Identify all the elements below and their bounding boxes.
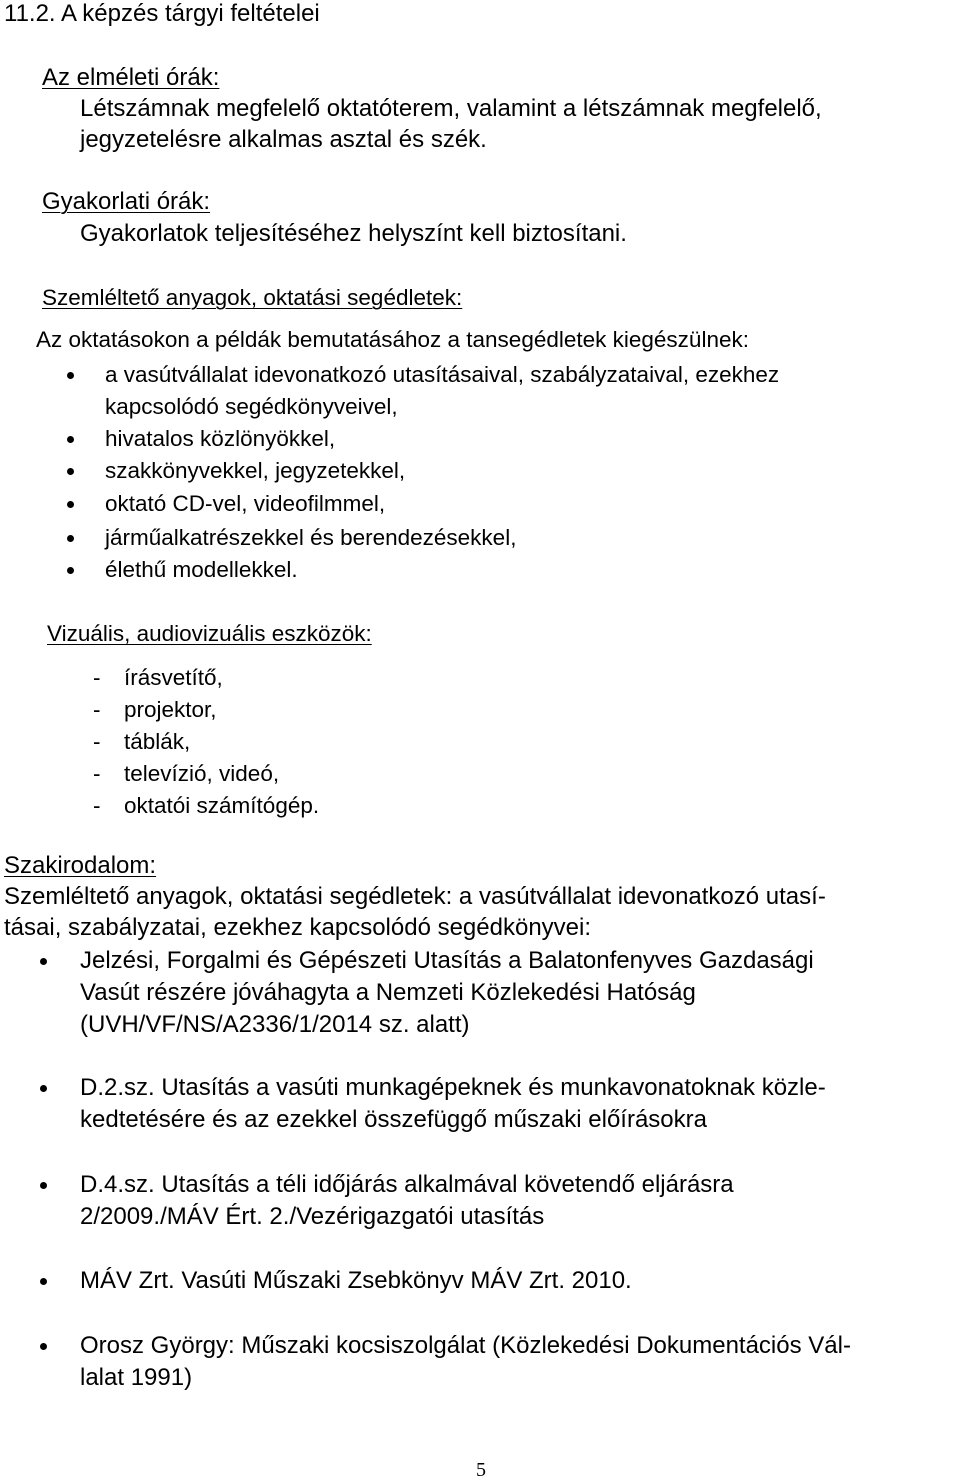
bullet-icon [67, 567, 74, 574]
bullet-icon [40, 1278, 47, 1285]
theory-line-1: Létszámnak megfelelő oktatóterem, valamint a létszámnak megfelelő, [80, 95, 822, 122]
list-item: hivatalos közlönyökkel, [105, 426, 336, 451]
page-number: 5 [476, 1459, 486, 1481]
bullet-icon [40, 1085, 47, 1092]
literature-item-continuation: kedtetésére és az ezekkel összefüggő műszaki előírásokra [80, 1106, 707, 1133]
literature-item-continuation: 2/2009./MÁV Ért. 2./Vezérigazgatói utasítás [80, 1203, 545, 1230]
list-item: élethű modellekkel. [105, 557, 298, 582]
dash-marker: - [93, 697, 101, 722]
dash-marker: - [93, 665, 101, 690]
dash-marker: - [93, 761, 101, 786]
list-item: táblák, [124, 729, 191, 754]
literature-item: Jelzési, Forgalmi és Gépészeti Utasítás a Balatonfenyves Gazdasági [80, 947, 814, 974]
theory-line-2: jegyzetelésre alkalmas asztal és szék. [80, 126, 487, 153]
dash-marker: - [93, 729, 101, 754]
literature-item-continuation: (UVH/VF/NS/A2336/1/2014 sz. alatt) [80, 1011, 470, 1038]
visual-aids-heading: Szemléltető anyagok, oktatási segédletek: [42, 285, 463, 310]
list-item: projektor, [124, 697, 217, 722]
list-item: televízió, videó, [124, 761, 280, 786]
practice-heading: Gyakorlati órák: [42, 188, 211, 215]
list-item: oktató CD-vel, videofilmmel, [105, 491, 386, 516]
literature-intro-line-1: Szemléltető anyagok, oktatási segédletek: a vasútvállalat idevonatkozó utasí- [4, 883, 826, 910]
dash-marker: - [93, 793, 101, 818]
list-item-continuation: kapcsolódó segédkönyveivel, [105, 394, 398, 419]
literature-item: D.2.sz. Utasítás a vasúti munkagépeknek és munkavonatoknak közle- [80, 1074, 826, 1101]
literature-intro-line-2: tásai, szabályzatai, ezekhez kapcsolódó segédkönyvei: [4, 914, 592, 941]
section-title: 11.2. A képzés tárgyi feltételei [4, 0, 320, 27]
bullet-icon [67, 535, 74, 542]
literature-item-continuation: Vasút részére jóváhagyta a Nemzeti Közlekedési Hatóság [80, 979, 696, 1006]
literature-item: MÁV Zrt. Vasúti Műszaki Zsebkönyv MÁV Zrt. 2010. [80, 1267, 632, 1294]
list-item: a vasútvállalat idevonatkozó utasításaival, szabályzataival, ezekhez [105, 362, 780, 387]
literature-item: D.4.sz. Utasítás a téli időjárás alkalmával követendő eljárásra [80, 1171, 734, 1198]
bullet-icon [67, 501, 74, 508]
literature-heading: Szakirodalom: [4, 852, 157, 879]
list-item: oktatói számítógép. [124, 793, 320, 818]
literature-item: Orosz György: Műszaki kocsiszolgálat (Közlekedési Dokumentációs Vál- [80, 1332, 851, 1359]
bullet-icon [67, 436, 74, 443]
bullet-icon [67, 468, 74, 475]
list-item: szakkönyvekkel, jegyzetekkel, [105, 458, 406, 483]
bullet-icon [40, 1182, 47, 1189]
av-tools-heading: Vizuális, audiovizuális eszközök: [47, 621, 372, 646]
literature-item-continuation: lalat 1991) [80, 1364, 193, 1391]
theory-heading: Az elméleti órák: [42, 64, 220, 91]
visual-aids-intro: Az oktatásokon a példák bemutatásához a tansegédletek kiegészülnek: [36, 327, 749, 352]
bullet-icon [67, 372, 74, 379]
bullet-icon [40, 958, 47, 965]
list-item: írásvetítő, [124, 665, 223, 690]
bullet-icon [40, 1343, 47, 1350]
list-item: járműalkatrészekkel és berendezésekkel, [105, 525, 517, 550]
practice-text: Gyakorlatok teljesítéséhez helyszínt kell biztosítani. [80, 220, 627, 247]
